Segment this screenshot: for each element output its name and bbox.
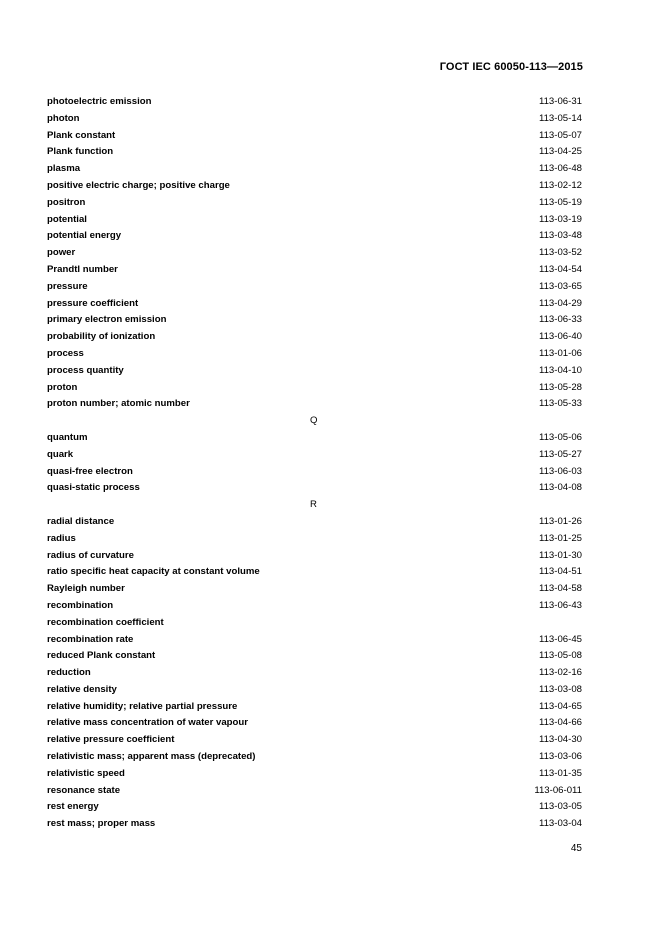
entry-code: 113-01-35 xyxy=(538,767,582,779)
entry-term: probability of ionization xyxy=(47,331,156,343)
entry-code: 113-05-07 xyxy=(538,129,582,141)
entry-term: recombination xyxy=(47,599,114,611)
entry-term: quasi-free electron xyxy=(47,465,133,477)
entry-code: 113-03-48 xyxy=(538,230,582,242)
entry-code: 113-05-27 xyxy=(538,448,582,460)
entry-term: Plank constant xyxy=(47,129,116,141)
entry-term: relativistic speed xyxy=(47,767,125,779)
entry-term: rest mass; proper mass xyxy=(47,818,156,830)
index-entry xyxy=(47,430,582,447)
entry-code: 113-04-51 xyxy=(538,566,582,578)
entry-term: Rayleigh number xyxy=(47,583,125,595)
entry-code: 113-03-52 xyxy=(538,247,582,259)
entry-code: 113-01-06 xyxy=(538,347,582,359)
entry-code: 113-06-45 xyxy=(538,633,582,645)
entry-term: radial distance xyxy=(47,515,115,527)
entry-code: 113-06-03 xyxy=(538,465,582,477)
entry-term: Prandtl number xyxy=(47,263,118,275)
entry-term: ratio specific heat capacity at constant volume xyxy=(47,566,260,578)
entry-term: positive electric charge; positive charge xyxy=(47,179,230,191)
entry-code: 113-06-43 xyxy=(538,599,582,611)
index-entry xyxy=(47,564,582,581)
index-entry xyxy=(47,464,582,481)
index-entry xyxy=(47,665,582,682)
index-entry xyxy=(47,598,582,615)
index-entry xyxy=(47,531,582,548)
term-index xyxy=(47,94,582,833)
entry-term: radius of curvature xyxy=(47,549,134,561)
index-entry xyxy=(47,346,582,363)
index-entry xyxy=(47,766,582,783)
entry-term: process quantity xyxy=(47,364,124,376)
entry-code: 113-04-66 xyxy=(538,717,582,729)
entry-term: relative pressure coefficient xyxy=(47,734,175,746)
entry-term: quark xyxy=(47,448,74,460)
entry-code: 113-01-25 xyxy=(538,532,582,544)
entry-term: recombination rate xyxy=(47,633,134,645)
entry-term: positron xyxy=(47,196,86,208)
entry-code: 113-04-54 xyxy=(538,263,582,275)
entry-code: 113-04-08 xyxy=(538,482,582,494)
entry-term: reduced Plank constant xyxy=(47,650,156,662)
entry-term: potential energy xyxy=(47,230,122,242)
entry-term: process xyxy=(47,347,84,359)
entry-term: reduction xyxy=(47,667,91,679)
entry-code: 113-06-011 xyxy=(534,784,582,796)
entry-term: pressure coefficient xyxy=(47,297,139,309)
entry-term: quantum xyxy=(47,431,88,443)
index-entry xyxy=(47,380,582,397)
section-letter-text: R xyxy=(310,499,317,511)
entry-code: 113-04-65 xyxy=(538,700,582,712)
index-entry xyxy=(47,732,582,749)
entry-term: recombination coefficient xyxy=(47,616,164,628)
entry-code: 113-03-04 xyxy=(538,818,582,830)
index-entry xyxy=(47,632,582,649)
entry-code: 113-04-58 xyxy=(538,583,582,595)
entry-term: photon xyxy=(47,112,80,124)
index-entry xyxy=(47,799,582,816)
index-entry xyxy=(47,615,582,632)
entry-term: radius xyxy=(47,532,76,544)
entry-code: 113-04-29 xyxy=(538,297,582,309)
entry-term: rest energy xyxy=(47,801,99,813)
entry-code: 113-02-16 xyxy=(538,667,582,679)
entry-code: 113-04-25 xyxy=(538,146,582,158)
section-letter xyxy=(47,413,582,430)
entry-term: proton xyxy=(47,381,78,393)
entry-code: 113-04-10 xyxy=(538,364,582,376)
entry-code: 113-03-06 xyxy=(538,751,582,763)
entry-code: 113-03-19 xyxy=(538,213,582,225)
index-entry xyxy=(47,514,582,531)
section-letter-text: Q xyxy=(310,415,318,427)
index-entry xyxy=(47,262,582,279)
entry-code: 113-06-33 xyxy=(538,314,582,326)
entry-code: 113-05-28 xyxy=(538,381,582,393)
entry-term: relativistic mass; apparent mass (deprecated) xyxy=(47,751,256,763)
index-entry xyxy=(47,111,582,128)
index-entry xyxy=(47,144,582,161)
entry-code: 113-06-40 xyxy=(538,331,582,343)
index-entry xyxy=(47,128,582,145)
entry-code: 113-05-33 xyxy=(538,398,582,410)
index-entry xyxy=(47,548,582,565)
entry-term: plasma xyxy=(47,163,81,175)
index-entry xyxy=(47,195,582,212)
index-entry xyxy=(47,94,582,111)
entry-code: 113-01-26 xyxy=(538,515,582,527)
entry-code: 113-02-12 xyxy=(538,179,582,191)
entry-code: 113-05-08 xyxy=(538,650,582,662)
index-entry xyxy=(47,228,582,245)
entry-code: 113-04-30 xyxy=(538,734,582,746)
index-entry xyxy=(47,816,582,833)
index-entry xyxy=(47,296,582,313)
index-entry xyxy=(47,396,582,413)
index-entry xyxy=(47,161,582,178)
entry-code: 113-05-14 xyxy=(538,112,582,124)
entry-code: 113-06-31 xyxy=(538,96,582,107)
entry-term: power xyxy=(47,247,76,259)
index-entry xyxy=(47,648,582,665)
entry-code: 113-05-19 xyxy=(538,196,582,208)
index-entry xyxy=(47,363,582,380)
document-header: ГОСТ IEC 60050-113—2015 xyxy=(439,61,583,73)
entry-code: 113-03-05 xyxy=(538,801,582,813)
entry-term: Plank function xyxy=(47,146,114,158)
index-entry xyxy=(47,329,582,346)
entry-code: 113-05-06 xyxy=(538,431,582,443)
index-entry xyxy=(47,312,582,329)
index-entry xyxy=(47,178,582,195)
entry-term: primary electron emission xyxy=(47,314,167,326)
entry-code: 113-06-48 xyxy=(538,163,582,175)
entry-term: relative density xyxy=(47,683,117,695)
entry-term: potential xyxy=(47,213,87,225)
entry-term: resonance state xyxy=(47,784,121,796)
index-entry xyxy=(47,581,582,598)
section-letter xyxy=(47,497,582,514)
entry-term: photoelectric emission xyxy=(47,96,152,107)
entry-term: relative humidity; relative partial pressure xyxy=(47,700,238,712)
index-entry xyxy=(47,682,582,699)
index-entry xyxy=(47,212,582,229)
index-entry xyxy=(47,480,582,497)
index-entry xyxy=(47,783,582,800)
entry-code: 113-01-30 xyxy=(538,549,582,561)
entry-code: 113-03-65 xyxy=(538,280,582,292)
entry-term: relative mass concentration of water vapour xyxy=(47,717,249,729)
index-entry xyxy=(47,749,582,766)
entry-term: quasi-static process xyxy=(47,482,140,494)
index-entry xyxy=(47,279,582,296)
index-entry xyxy=(47,447,582,464)
index-entry xyxy=(47,715,582,732)
index-entry xyxy=(47,245,582,262)
entry-term: pressure xyxy=(47,280,88,292)
entry-code: 113-03-08 xyxy=(538,683,582,695)
entry-term: proton number; atomic number xyxy=(47,398,190,410)
index-entry xyxy=(47,699,582,716)
page-number: 45 xyxy=(570,843,582,854)
